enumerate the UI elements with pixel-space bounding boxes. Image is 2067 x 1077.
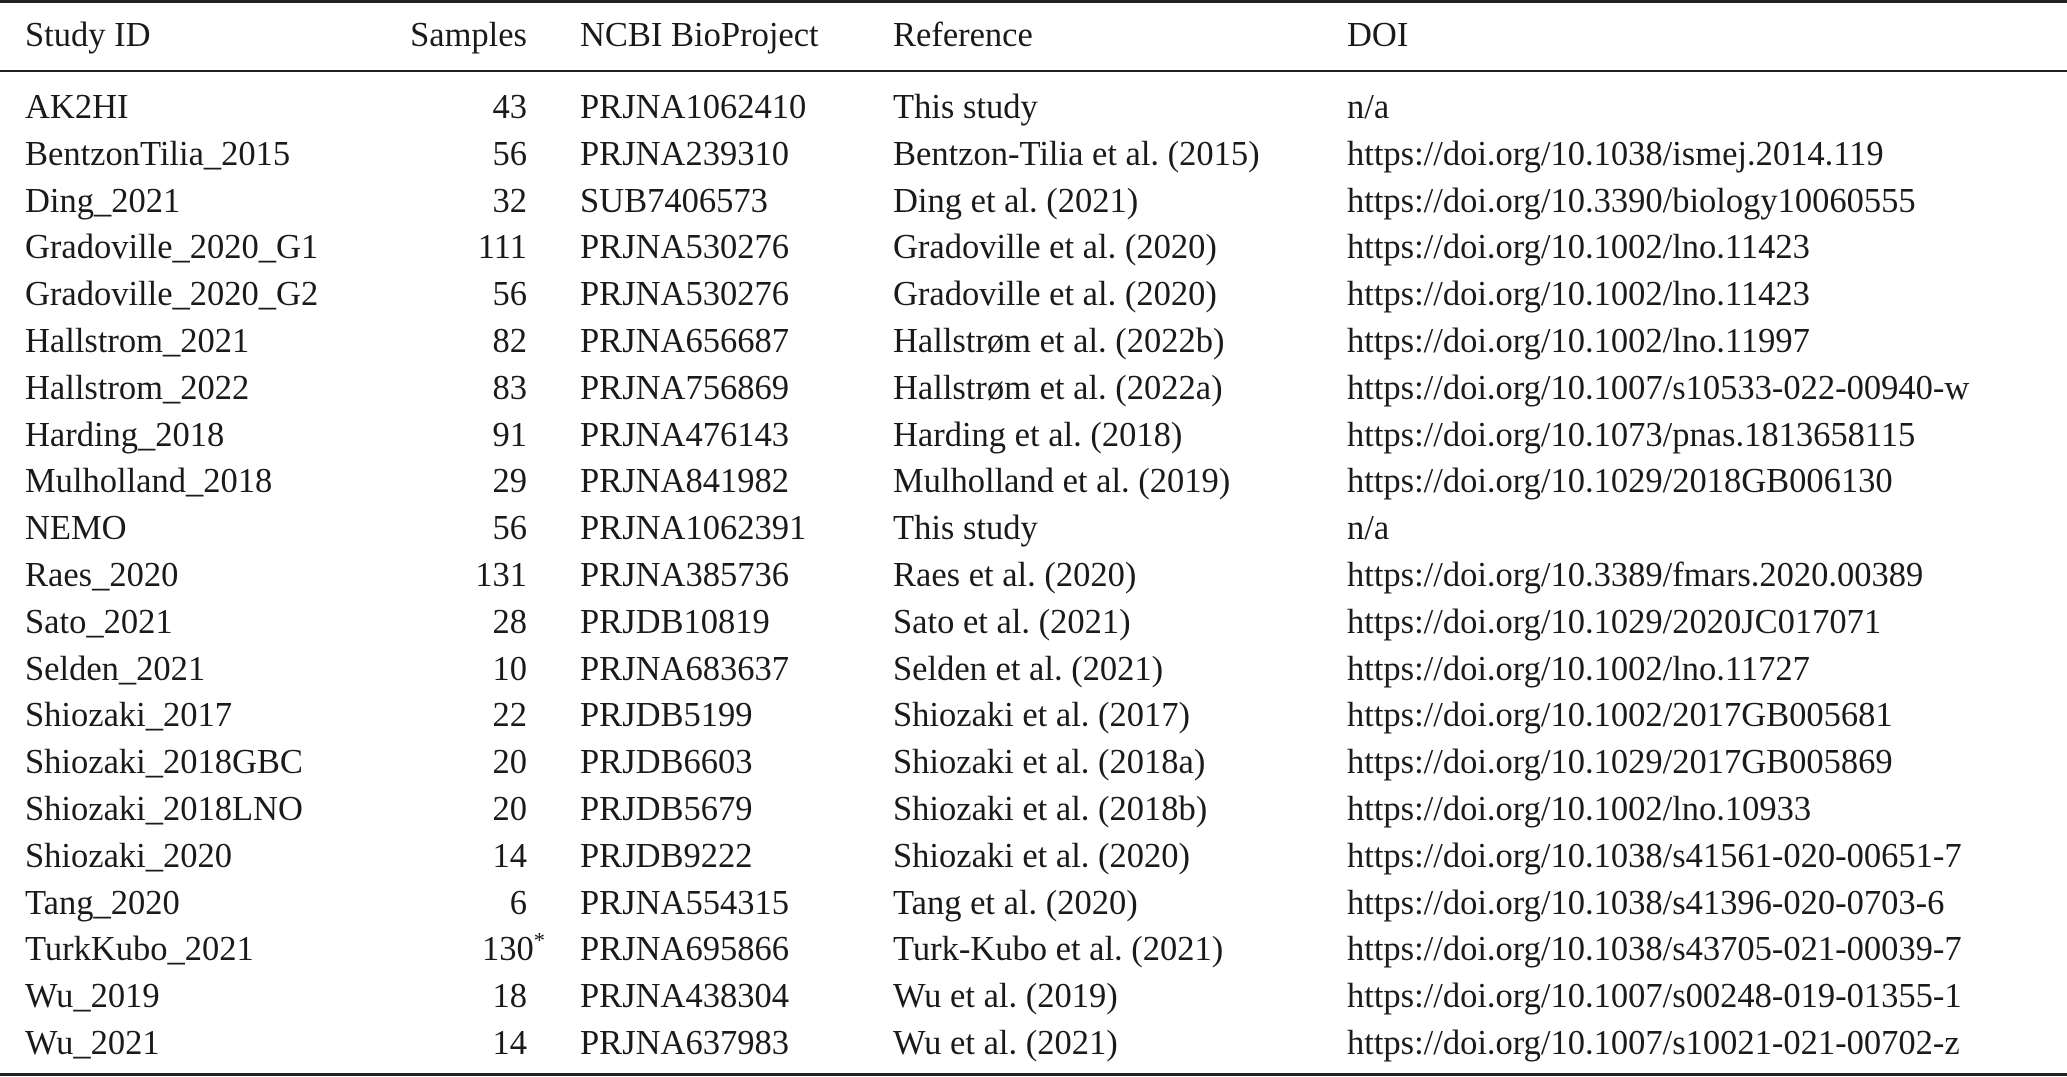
table-row [0, 505, 2067, 552]
table-row [0, 692, 2067, 739]
cell-samples [330, 973, 527, 1020]
cell-reference: Shiozaki et al. (2018b) [893, 790, 1208, 828]
table-row [0, 458, 2067, 505]
cell-samples [330, 599, 527, 646]
cell-samples [330, 318, 527, 365]
cell-reference: This study [893, 509, 1038, 548]
samples-value: 29 [492, 462, 527, 501]
table-row [0, 131, 2067, 178]
cell-bioproject: SUB7406573 [580, 181, 768, 220]
header-doi: DOI [1347, 16, 1409, 54]
samples-value: 20 [492, 790, 527, 828]
samples-value: 56 [492, 275, 527, 314]
table-row [0, 833, 2067, 880]
cell-study-id: AK2HI [25, 88, 129, 126]
samples-value: 91 [492, 415, 527, 454]
cell-doi: https://doi.org/10.1002/lno.11997 [1347, 322, 1810, 360]
cell-reference: Gradoville et al. (2020) [893, 275, 1217, 314]
samples-footnote-mark: * [533, 927, 545, 953]
cell-bioproject: PRJNA1062391 [580, 509, 807, 548]
cell-study-id: BentzonTilia_2015 [25, 134, 291, 173]
cell-study-id: Sato_2021 [25, 602, 173, 641]
table-row [0, 786, 2067, 833]
cell-samples [330, 505, 527, 552]
samples-value: 56 [492, 134, 527, 173]
cell-doi: https://doi.org/10.1038/s41396-020-0703-6 [1347, 883, 1945, 922]
cell-doi: https://doi.org/10.1029/2020JC017071 [1347, 602, 1882, 641]
cell-bioproject: PRJNA841982 [580, 462, 789, 501]
cell-study-id: Raes_2020 [25, 556, 179, 594]
cell-bioproject: PRJNA656687 [580, 322, 789, 360]
cell-doi: https://doi.org/10.1038/ismej.2014.119 [1347, 134, 1884, 173]
cell-samples [330, 692, 527, 739]
cell-study-id: Shiozaki_2017 [25, 696, 232, 735]
table-row [0, 412, 2067, 459]
samples-value: 20 [492, 743, 527, 782]
table-row [0, 271, 2067, 318]
cell-samples [330, 84, 527, 131]
cell-samples [330, 224, 527, 271]
samples-value: 6 [509, 883, 527, 922]
cell-samples [330, 786, 527, 833]
table-row [0, 1020, 2067, 1067]
samples-value: 28 [492, 602, 527, 641]
samples-value: 111 [477, 228, 527, 267]
cell-samples [330, 178, 527, 225]
table-row [0, 739, 2067, 786]
cell-study-id: Hallstrom_2022 [25, 368, 250, 407]
table-row [0, 365, 2067, 412]
cell-reference: Wu et al. (2019) [893, 977, 1118, 1016]
cell-doi: https://doi.org/10.1002/lno.11727 [1347, 649, 1810, 688]
table-row [0, 973, 2067, 1020]
cell-reference: Shiozaki et al. (2018a) [893, 743, 1206, 782]
cell-bioproject: PRJDB6603 [580, 743, 753, 782]
cell-study-id: Mulholland_2018 [25, 462, 273, 501]
cell-study-id: Gradoville_2020_G1 [25, 228, 319, 267]
cell-doi: https://doi.org/10.1038/s43705-021-00039-7 [1347, 930, 1962, 969]
samples-value: 43 [492, 88, 527, 126]
cell-bioproject: PRJNA683637 [580, 649, 789, 688]
samples-value: 56 [492, 509, 527, 548]
cell-bioproject: PRJNA637983 [580, 1024, 789, 1062]
cell-doi: https://doi.org/10.1038/s41561-020-00651-7 [1347, 836, 1962, 875]
cell-samples [330, 458, 527, 505]
header-rule [0, 70, 2067, 72]
cell-doi: https://doi.org/10.3390/biology10060555 [1347, 181, 1916, 220]
cell-bioproject: PRJNA530276 [580, 228, 789, 267]
cell-doi: https://doi.org/10.1029/2017GB005869 [1347, 743, 1893, 782]
header-study-id: Study ID [25, 16, 151, 54]
cell-bioproject: PRJNA239310 [580, 134, 789, 173]
cell-samples [348, 926, 545, 973]
top-rule [0, 0, 2067, 3]
cell-study-id: NEMO [25, 509, 127, 548]
table-row [0, 84, 2067, 131]
cell-reference: Tang et al. (2020) [893, 883, 1138, 922]
cell-doi: https://doi.org/10.1002/lno.10933 [1347, 790, 1812, 828]
samples-value: 82 [492, 322, 527, 360]
samples-value: 32 [492, 181, 527, 220]
cell-bioproject: PRJDB5199 [580, 696, 753, 735]
samples-value: 22 [492, 696, 527, 735]
cell-doi: https://doi.org/10.1007/s10533-022-00940-w [1347, 368, 1970, 407]
cell-bioproject: PRJDB10819 [580, 602, 770, 641]
table-row [0, 318, 2067, 365]
header-bioproject: NCBI BioProject [580, 16, 819, 54]
cell-samples [330, 833, 527, 880]
cell-bioproject: PRJNA756869 [580, 368, 789, 407]
cell-reference: Sato et al. (2021) [893, 602, 1131, 641]
cell-doi: https://doi.org/10.1002/2017GB005681 [1347, 696, 1893, 735]
cell-samples [330, 365, 527, 412]
cell-study-id: Wu_2021 [25, 1024, 160, 1062]
cell-study-id: Harding_2018 [25, 415, 225, 454]
cell-reference: Turk-Kubo et al. (2021) [893, 930, 1224, 969]
cell-reference: Shiozaki et al. (2017) [893, 696, 1191, 735]
table-row [0, 552, 2067, 599]
cell-samples [330, 412, 527, 459]
cell-reference: This study [893, 88, 1038, 126]
cell-samples [330, 646, 527, 693]
cell-samples [330, 739, 527, 786]
cell-study-id: Shiozaki_2018LNO [25, 790, 303, 828]
cell-doi: n/a [1347, 88, 1390, 126]
samples-value: 131 [475, 556, 527, 594]
samples-value: 130 [482, 930, 534, 969]
cell-study-id: Shiozaki_2018GBC [25, 743, 303, 782]
header-reference: Reference [893, 16, 1033, 54]
table-header [0, 12, 2067, 58]
cell-reference: Bentzon-Tilia et al. (2015) [893, 134, 1260, 173]
cell-reference: Harding et al. (2018) [893, 415, 1183, 454]
table-row [0, 926, 2067, 973]
table-row [0, 599, 2067, 646]
cell-reference: Hallstrøm et al. (2022a) [893, 368, 1223, 407]
cell-bioproject: PRJNA438304 [580, 977, 789, 1016]
cell-study-id: Hallstrom_2021 [25, 322, 250, 360]
cell-study-id: Wu_2019 [25, 977, 160, 1016]
samples-value: 18 [492, 977, 527, 1016]
cell-samples [330, 880, 527, 927]
cell-doi: https://doi.org/10.1073/pnas.1813658115 [1347, 415, 1916, 454]
cell-study-id: Gradoville_2020_G2 [25, 275, 319, 314]
samples-value: 14 [492, 836, 527, 875]
cell-reference: Ding et al. (2021) [893, 181, 1139, 220]
cell-doi: n/a [1347, 509, 1390, 548]
cell-study-id: Shiozaki_2020 [25, 836, 232, 875]
cell-bioproject: PRJDB5679 [580, 790, 753, 828]
cell-doi: https://doi.org/10.3389/fmars.2020.00389 [1347, 556, 1924, 594]
cell-reference: Mulholland et al. (2019) [893, 462, 1231, 501]
cell-samples [330, 552, 527, 599]
cell-study-id: Selden_2021 [25, 649, 206, 688]
header-samples: Samples [410, 16, 527, 54]
cell-samples [330, 131, 527, 178]
cell-bioproject: PRJNA554315 [580, 883, 789, 922]
cell-reference: Shiozaki et al. (2020) [893, 836, 1191, 875]
table-row [0, 224, 2067, 271]
cell-reference: Hallstrøm et al. (2022b) [893, 322, 1225, 360]
table-row [0, 880, 2067, 927]
cell-bioproject: PRJNA1062410 [580, 88, 807, 126]
samples-value: 14 [492, 1024, 527, 1062]
cell-doi: https://doi.org/10.1002/lno.11423 [1347, 228, 1810, 267]
cell-bioproject: PRJNA530276 [580, 275, 789, 314]
cell-reference: Selden et al. (2021) [893, 649, 1164, 688]
table-row [0, 646, 2067, 693]
cell-doi: https://doi.org/10.1029/2018GB006130 [1347, 462, 1893, 501]
cell-study-id: TurkKubo_2021 [25, 930, 254, 969]
cell-reference: Raes et al. (2020) [893, 556, 1137, 594]
cell-doi: https://doi.org/10.1007/s10021-021-00702-z [1347, 1024, 1960, 1062]
cell-bioproject: PRJNA476143 [580, 415, 789, 454]
cell-samples [330, 1020, 527, 1067]
bottom-rule [0, 1073, 2067, 1076]
table-row [0, 178, 2067, 225]
cell-samples [330, 271, 527, 318]
samples-value: 83 [492, 368, 527, 407]
cell-bioproject: PRJDB9222 [580, 836, 753, 875]
cell-doi: https://doi.org/10.1007/s00248-019-01355-1 [1347, 977, 1962, 1016]
cell-doi: https://doi.org/10.1002/lno.11423 [1347, 275, 1810, 314]
cell-bioproject: PRJNA695866 [580, 930, 789, 969]
cell-bioproject: PRJNA385736 [580, 556, 789, 594]
samples-value: 10 [492, 649, 527, 688]
cell-reference: Wu et al. (2021) [893, 1024, 1118, 1062]
cell-study-id: Ding_2021 [25, 181, 181, 220]
cell-reference: Gradoville et al. (2020) [893, 228, 1217, 267]
cell-study-id: Tang_2020 [25, 883, 180, 922]
